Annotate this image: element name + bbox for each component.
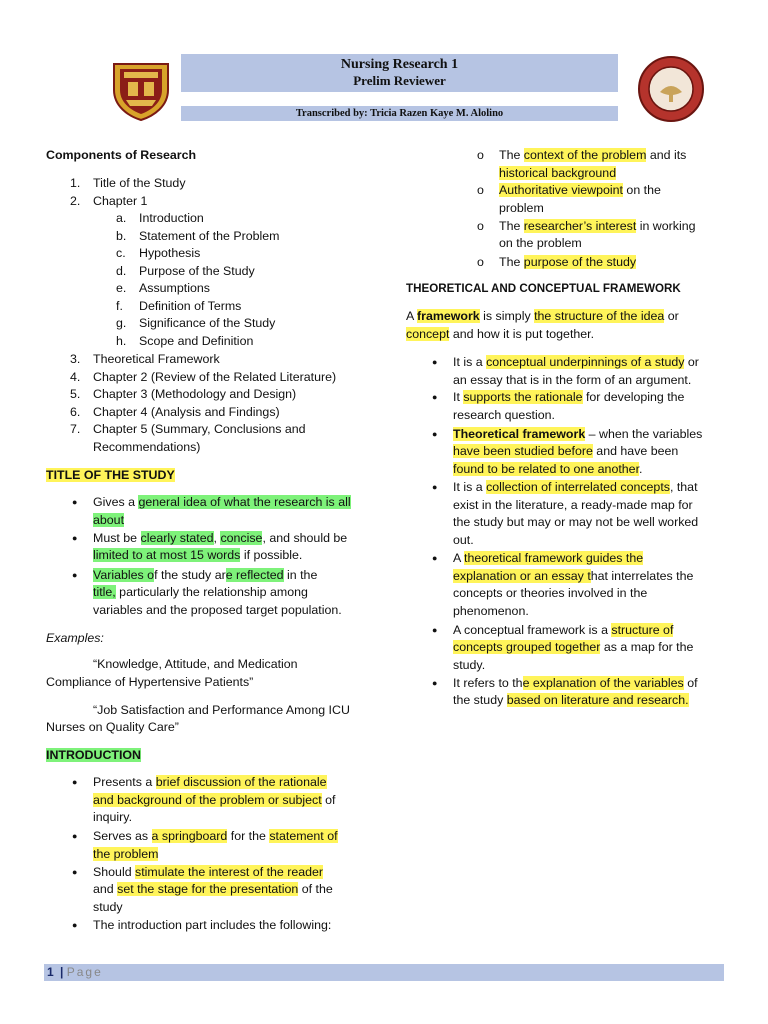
toc-item: Theoretical Framework [93, 352, 220, 366]
sub-bullet-icon: o [477, 219, 484, 233]
framework-bullet-line: concepts grouped together as a map for the [453, 640, 694, 654]
example-title: Nurses on Quality Care” [46, 720, 179, 734]
framework-bullet-line: out. [453, 533, 474, 547]
toc-number: 4. [70, 370, 81, 384]
toc-item: Chapter 3 (Methodology and Design) [93, 387, 297, 401]
toc-item: Recommendations) [93, 440, 201, 454]
framework-bullet-line: It is a collection of interrelated concepts, that [453, 480, 698, 494]
intro-bullet-line: Presents a brief discussion of the rationale [93, 775, 327, 789]
introduction-heading: INTRODUCTION [46, 748, 141, 762]
toc-item: Significance of the Study [139, 316, 276, 330]
framework-bullet-line: It supports the rationale for developing the [453, 390, 685, 404]
toc-item: Assumptions [139, 281, 210, 295]
framework-bullet-line: Theoretical framework – when the variables [453, 427, 703, 441]
framework-intro-line: A framework is simply the structure of the idea or [406, 309, 679, 323]
intro-bullet-line: Should stimulate the interest of the reader [93, 865, 324, 879]
framework-bullet-line: It is a conceptual underpinnings of a study or [453, 355, 699, 369]
intro-bullet-line: The introduction part includes the following: [93, 918, 332, 932]
sub-item-line: problem [499, 201, 544, 215]
toc-number: 5. [70, 387, 81, 401]
framework-heading: THEORETICAL AND CONCEPTUAL FRAMEWORK [406, 282, 681, 295]
sub-item-line: Authoritative viewpoint on the [499, 183, 661, 197]
examples-label: Examples: [46, 631, 104, 645]
toc-item: Chapter 4 (Analysis and Findings) [93, 405, 280, 419]
toc-item: Hypothesis [139, 246, 201, 260]
framework-bullet-line: the study but may or may not be well worked [453, 515, 699, 529]
page-number: 1 [47, 965, 54, 979]
sub-bullet-icon: o [477, 148, 484, 162]
intro-bullet-line: and background of the problem or subject of [93, 793, 336, 807]
bullet-icon: ● [72, 920, 78, 930]
framework-bullet-line: the study based on literature and research. [453, 693, 689, 707]
toc-letter: b. [116, 229, 127, 243]
framework-bullet-line: A conceptual framework is a structure of [453, 623, 674, 637]
toc-item: Introduction [139, 211, 204, 225]
title-bullet-line: variables and the proposed target population. [93, 603, 342, 617]
sub-item-line: on the problem [499, 236, 582, 250]
intro-bullet-line: the problem [93, 847, 159, 861]
intro-bullet-line: and set the stage for the presentation of the [93, 882, 333, 896]
toc-item: Chapter 5 (Summary, Conclusions and [93, 422, 306, 436]
toc-letter: a. [116, 211, 127, 225]
document-title: Nursing Research 1 [340, 57, 459, 72]
toc-number: 7. [70, 422, 81, 436]
toc-number: 3. [70, 352, 81, 366]
title-of-study-heading: TITLE OF THE STUDY [46, 468, 175, 482]
bullet-icon: ● [432, 482, 438, 492]
framework-bullet-line: an essay that is in the form of an argument. [453, 373, 692, 387]
bullet-icon: ● [432, 625, 438, 635]
toc-item: Statement of the Problem [139, 229, 280, 243]
page-word: Page [66, 965, 103, 979]
sub-item-line: historical background [499, 166, 617, 180]
toc-letter: d. [116, 264, 127, 278]
framework-bullet-line: A theoretical framework guides the [453, 551, 644, 565]
bullet-icon: ● [432, 392, 438, 402]
page-separator: | [60, 965, 64, 979]
toc-item: Definition of Terms [139, 299, 242, 313]
transcriber-credit: Transcribed by: Tricia Razen Kaye M. Alolino [295, 108, 504, 119]
framework-bullet-line: have been studied before and have been [453, 444, 679, 458]
example-title: “Job Satisfaction and Performance Among ICU [93, 703, 350, 717]
title-bullet-line: Must be clearly stated, concise, and should be [93, 531, 348, 545]
intro-bullet-line: Serves as a springboard for the statement of [93, 829, 338, 843]
title-bullet-line: title, particularly the relationship among [93, 585, 308, 599]
example-title: “Knowledge, Attitude, and Medication [93, 657, 298, 671]
toc-letter: g. [116, 316, 127, 330]
toc-number: 6. [70, 405, 81, 419]
toc-item: Scope and Definition [139, 334, 254, 348]
sub-bullet-icon: o [477, 183, 484, 197]
components-heading: Components of Research [46, 148, 197, 162]
bullet-icon: ● [432, 429, 438, 439]
intro-bullet-line: inquiry. [93, 810, 133, 824]
bullet-icon: ● [432, 678, 438, 688]
title-bullet-line: about [93, 513, 125, 527]
bullet-icon: ● [72, 831, 78, 841]
framework-bullet-line: explanation or an essay that interrelates the [453, 569, 694, 583]
toc-letter: e. [116, 281, 127, 295]
bullet-icon: ● [72, 777, 78, 787]
framework-intro-line: concept and how it is put together. [406, 327, 595, 341]
bullet-icon: ● [432, 357, 438, 367]
page-footer [44, 964, 724, 981]
toc-letter: h. [116, 334, 127, 348]
framework-bullet-line: It refers to the explanation of the variables of [453, 676, 698, 690]
bullet-icon: ● [72, 570, 78, 580]
toc-item: Purpose of the Study [139, 264, 255, 278]
toc-number: 1. [70, 176, 81, 190]
bullet-icon: ● [72, 533, 78, 543]
toc-item: Title of the Study [93, 176, 186, 190]
sub-item-line: The context of the problem and its [499, 148, 687, 162]
framework-bullet-line: exist in the literature, a ready-made map for [453, 498, 693, 512]
example-title: Compliance of Hypertensive Patients” [46, 675, 254, 689]
bullet-icon: ● [72, 867, 78, 877]
framework-bullet-line: found to be related to one another. [453, 462, 643, 476]
intro-bullet-line: study [93, 900, 123, 914]
bullet-icon: ● [72, 497, 78, 507]
toc-letter: f. [116, 299, 123, 313]
toc-number: 2. [70, 194, 81, 208]
toc-item: Chapter 1 [93, 194, 148, 208]
framework-bullet-line: phenomenon. [453, 604, 529, 618]
framework-bullet-line: study. [453, 658, 486, 672]
toc-item: Chapter 2 (Review of the Related Literature) [93, 370, 337, 384]
sub-item-line: The researcher’s interest in working [499, 219, 696, 233]
document-subtitle: Prelim Reviewer [353, 73, 446, 88]
title-bullet-line: Variables of the study are reflected in the [93, 568, 318, 582]
framework-bullet-line: concepts or theories involved in the [453, 586, 648, 600]
title-bullet-line: limited to at most 15 words if possible. [93, 548, 303, 562]
framework-bullet-line: research question. [453, 408, 555, 422]
bullet-icon: ● [432, 553, 438, 563]
sub-bullet-icon: o [477, 255, 484, 269]
toc-letter: c. [116, 246, 126, 260]
sub-item-line: The purpose of the study [499, 255, 637, 269]
title-bullet-line: Gives a general idea of what the research is all [93, 495, 351, 509]
